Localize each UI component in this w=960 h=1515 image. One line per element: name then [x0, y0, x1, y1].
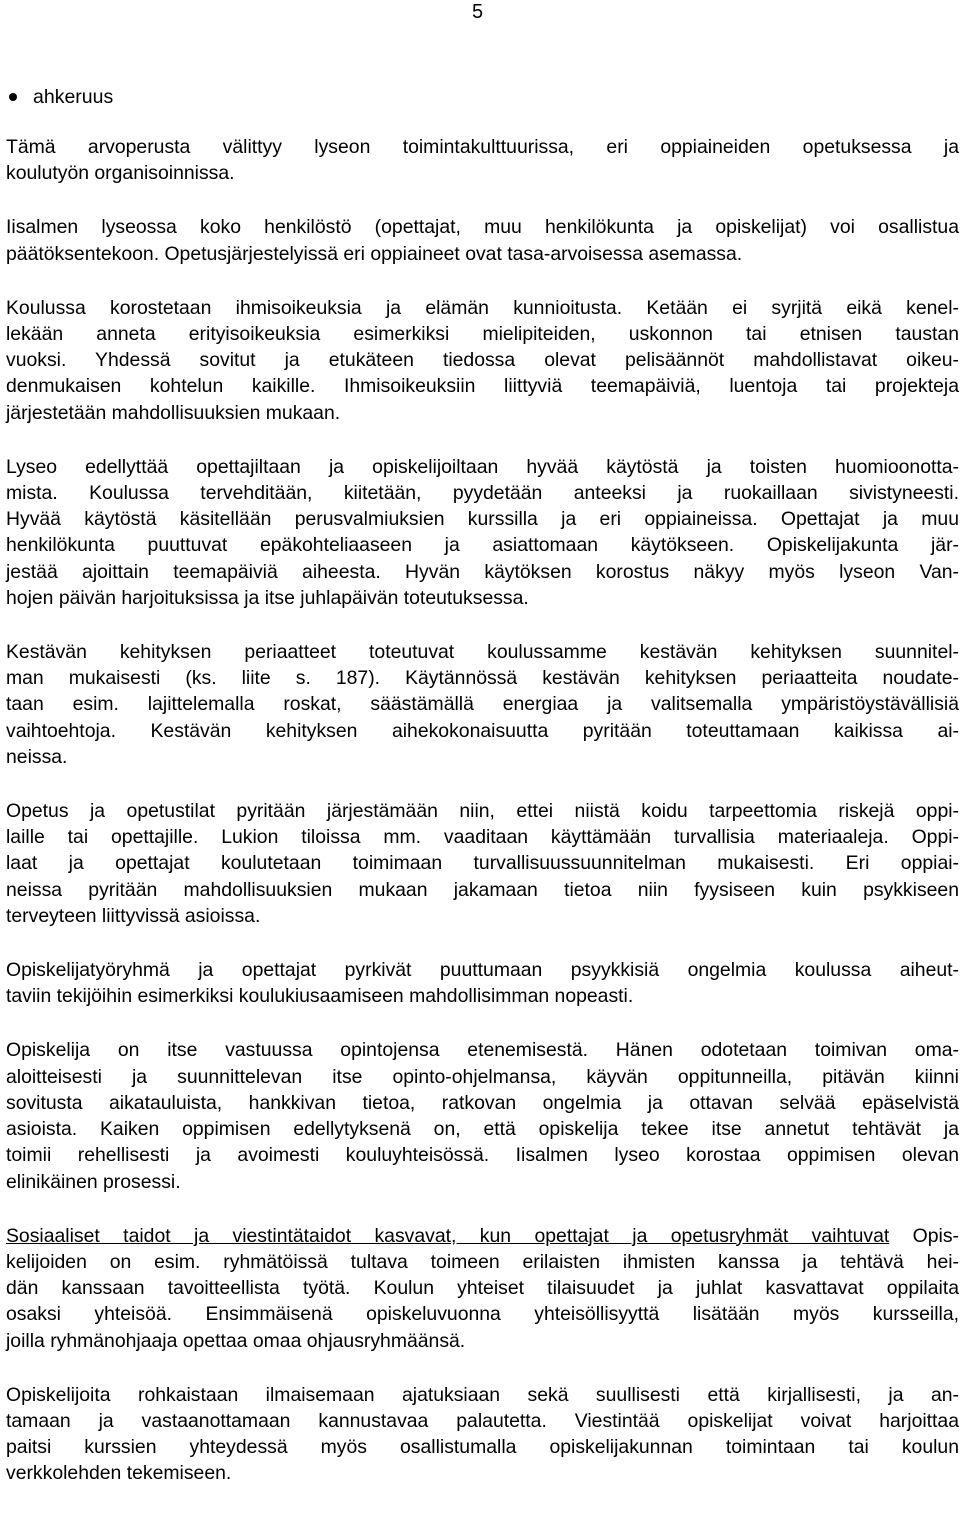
paragraph-line: laille tai opettajille. Lukion tiloissa mm. vaaditaan käyttämään turvallisia materiaaleja. Oppi-: [6, 826, 959, 849]
paragraph-line: sovitusta aikatauluista, hankkivan tietoa, ratkovan ongelmia ja ottavan selvää epäselvistä: [6, 1091, 959, 1114]
bullet-text: ahkeruus: [33, 86, 114, 108]
text-line: [6, 321, 959, 347]
paragraph-line: hojen päivän harjoituksissa ja itse juhlapäivän toteutuksessa.: [6, 586, 529, 609]
text-line: [6, 1037, 959, 1063]
text-line: [6, 1090, 959, 1116]
text-line: [6, 214, 959, 240]
paragraph-line: terveyteen liittyvissä asioissa.: [6, 904, 261, 927]
text-line: [6, 983, 959, 1009]
text-line: [6, 1301, 959, 1327]
text-line: [6, 798, 959, 824]
paragraph: [6, 1037, 959, 1194]
text-line: [6, 1382, 959, 1408]
paragraph: [6, 295, 959, 426]
text-line: [6, 295, 959, 321]
paragraph-line: neissa.: [6, 745, 68, 768]
paragraph-line: järjestetään mahdollisuuksien mukaan.: [6, 401, 341, 424]
text-line: [6, 1275, 959, 1301]
text-line: [6, 1460, 959, 1486]
paragraph-line: denmukaisen kohtelun kaikille. Ihmisoikeuksiin liittyviä teemapäiviä, luentoja tai projekteja: [6, 375, 959, 398]
text-line: [6, 1408, 959, 1434]
paragraph-line: elinikäinen prosessi.: [6, 1170, 181, 1193]
text-line: [6, 824, 959, 850]
paragraph-line: tamaan ja vastaanottamaan kannustavaa palautetta. Viestintää opiskelijat voivat harjoittaa: [6, 1409, 959, 1432]
paragraph-line: joilla ryhmänohjaaja opettaa omaa ohjausryhmäänsä.: [6, 1329, 466, 1352]
paragraph-line: paitsi kurssien yhteydessä myös osallistumalla opiskelijakunnan toimintaan tai koulun: [6, 1436, 959, 1459]
paragraph: [6, 1382, 959, 1487]
paragraph-line: laat ja opettajat koulutetaan toimimaan turvallisuussuunnitelman mukaisesti. Eri oppiai-: [6, 852, 959, 875]
paragraph-line: verkkolehden tekemiseen.: [6, 1462, 232, 1485]
text-line: [6, 718, 959, 744]
paragraph-line: taan esim. lajittelemalla roskat, säästämällä energiaa ja valitsemalla ympäristöystävällisiä: [6, 693, 959, 716]
paragraph-line: Tämä arvoperusta välittyy lyseon toimintakulttuurissa, eri oppiaineiden opetuksessa ja: [6, 136, 959, 158]
paragraph-line: koulutyön organisoinnissa.: [6, 162, 235, 185]
paragraph: [6, 639, 959, 770]
text-line: [6, 1223, 959, 1249]
paragraph-line: neissa pyritään mahdollisuuksien mukaan jakamaan tietoa niin fyysiseen kuin psykkiseen: [6, 878, 959, 901]
text-line: [6, 1116, 959, 1142]
text-line: [6, 665, 959, 691]
text-line: [6, 347, 959, 373]
paragraph-line: Opiskelijoita rohkaistaan ilmaisemaan ajatuksiaan sekä suullisesti että kirjallisesti, ja an-: [6, 1383, 959, 1406]
paragraph-line: lekään anneta erityisoikeuksia esimerkiksi mielipiteiden, uskonnon tai etnisen taustan: [6, 323, 959, 346]
paragraph-line: Opiskelijatyöryhmä ja opettajat pyrkivät puuttumaan psyykkisiä ongelmia koulussa aiheut-: [6, 959, 959, 982]
paragraph-line: Koulussa korostetaan ihmisoikeuksia ja elämän kunnioitusta. Ketään ei syrjitä eikä kenel-: [6, 296, 959, 319]
text-line: [6, 957, 959, 983]
paragraph-line: Hyvää käytöstä käsitellään perusvalmiuksien kurssilla ja eri oppiaineissa. Opettajat ja muu: [6, 508, 959, 531]
text-line: [6, 1249, 959, 1275]
text-line: [6, 241, 959, 267]
paragraph-line: Lyseo edellyttää opettajiltaan ja opiskelijoiltaan hyvää käytöstä ja toisten huomioonotta-: [6, 455, 959, 478]
paragraph: [6, 214, 959, 266]
text-line: [6, 850, 959, 876]
paragraph-line: Iisalmen lyseossa koko henkilöstö (opettajat, muu henkilökunta ja opiskelijat) voi osallistua: [6, 216, 959, 239]
text-line: [6, 454, 959, 480]
paragraph-line: päätöksentekoon. Opetusjärjestelyissä eri oppiaineet ovat tasa-arvoisessa asemassa.: [6, 242, 743, 265]
paragraph-line: vuoksi. Yhdessä sovitut ja etukäteen tiedossa olevat pelisäännöt mahdollistavat oikeu-: [6, 349, 959, 372]
text-line: [6, 744, 959, 770]
text-line: [6, 1142, 959, 1168]
paragraph-line: toimii rehellisesti ja avoimesti kouluyhteisössä. Iisalmen lyseo korostaa oppimisen olevan: [6, 1144, 959, 1167]
text-line: [6, 639, 959, 665]
paragraph: [6, 798, 959, 929]
text-line: [6, 1064, 959, 1090]
text-line: [6, 877, 959, 903]
text-line: [6, 506, 959, 532]
paragraph-line: Opiskelija on itse vastuussa opintojensa etenemisestä. Hänen odotetaan toimivan oma-: [6, 1039, 959, 1062]
paragraph: [6, 957, 959, 1009]
body-text: [6, 134, 959, 1515]
paragraph-line: osaksi yhteisöä. Ensimmäisenä opiskeluvuonna yhteisöllisyyttä lisätään myös kursseilla,: [6, 1303, 959, 1326]
paragraph-line: asioista. Kaiken oppimisen edellytyksenä on, että opiskelija tekee itse annetut tehtävät ja: [6, 1118, 959, 1141]
text-line: [6, 691, 959, 717]
paragraph-line: henkilökunta puuttuvat epäkohteliaaseen ja asiattomaan käytökseen. Opiskelijakunta jär-: [6, 534, 959, 557]
text-line: [6, 1169, 959, 1195]
paragraph-line: mista. Koulussa tervehditään, kiitetään, pyydetään anteeksi ja ruokaillaan sivistyneesti.: [6, 482, 959, 505]
paragraph-line: taviin tekijöihin esimerkiksi koulukiusaamiseen mahdollisimman nopeasti.: [6, 985, 634, 1008]
bullet-dot-icon: [9, 93, 17, 101]
paragraph-line: aloitteisesti ja suunnittelevan itse opinto-ohjelmansa, käyvän oppitunneilla, pitävän kiinni: [6, 1065, 959, 1088]
text-line: [6, 903, 959, 929]
paragraph-line: Kestävän kehityksen periaatteet toteutuvat koulussamme kestävän kehityksen suunnitel-: [6, 641, 959, 664]
text-line: [6, 585, 959, 611]
paragraph-line: man mukaisesti (ks. liite s. 187). Käytännössä kestävän kehityksen periaatteita noudate-: [6, 667, 959, 690]
underlined-phrase: Sosiaaliset taidot ja viestintätaidot kasvavat, kun opettajat ja opetusryhmät vaihtuvat: [6, 1224, 890, 1247]
text-line: [6, 373, 959, 399]
paragraph: [6, 1223, 959, 1354]
text-line: [6, 400, 959, 426]
paragraph-line: kelijoiden on esim. ryhmätöissä tultava toimeen erilaisten ihmisten kanssa ja tehtävä hei-: [6, 1250, 959, 1273]
text-line: [6, 480, 959, 506]
paragraph-line: Opis-: [889, 1224, 959, 1247]
paragraph-line: Opetus ja opetustilat pyritään järjestämään niin, ettei niistä koidu tarpeettomia riskejä oppi-: [6, 800, 959, 823]
text-line: [6, 160, 959, 186]
paragraph: [6, 134, 959, 186]
paragraph: [6, 454, 959, 611]
text-line: [6, 559, 959, 585]
paragraph-line: vaihtoehtoja. Kestävän kehityksen aihekokonaisuutta pyritään toteuttamaan kaikissa ai-: [6, 719, 959, 742]
text-line: [6, 1434, 959, 1460]
paragraph-line: dän kanssaan tavoitteellista työtä. Koulun yhteiset tilaisuudet ja juhlat kasvattavat oppilaita: [6, 1277, 959, 1300]
text-line: [6, 1328, 959, 1354]
paragraph-line: jestää ajoittain teemapäiviä aiheesta. Hyvän käytöksen korostus näkyy myös lyseon Van-: [6, 560, 959, 583]
text-line: [6, 532, 959, 558]
page-number: 5: [472, 1, 484, 23]
text-line: [6, 134, 959, 160]
